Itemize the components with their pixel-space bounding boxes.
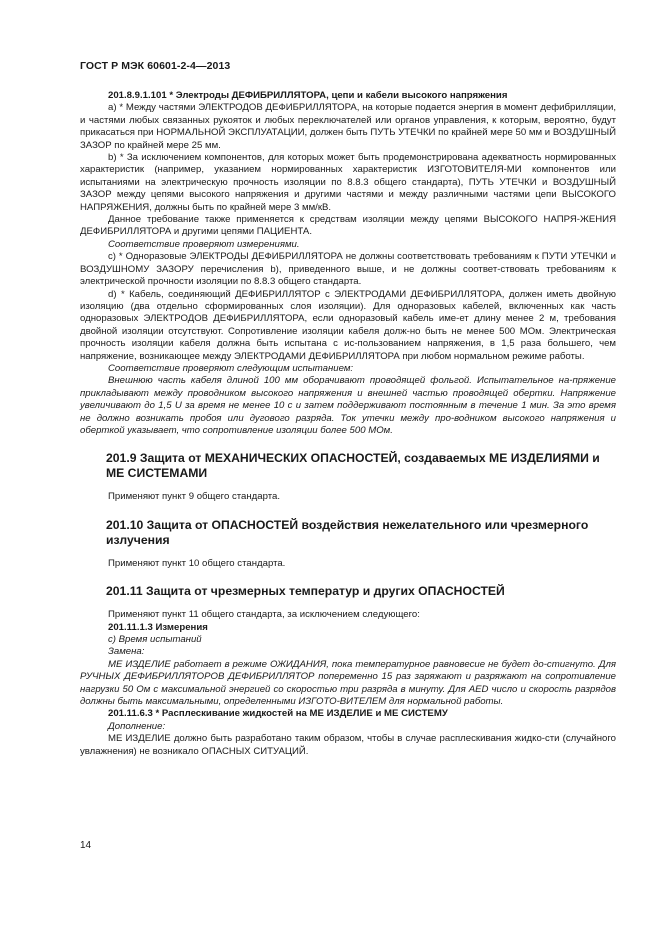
compliance-note-2: Соответствие проверяют следующим испытанием:	[108, 362, 354, 374]
paragraph-b: b) * За исключением компонентов, для которых может быть продемонстрирована адекватность нормированных характеристик (например, указанием нормированных характеристик ИЗГОТОВИТЕЛЯ-МИ компонентов или испытаниями на электрическую прочность изоляции по 8.8.3 общего стандарта), ПУТЬ УТЕЧКИ и ВОЗДУШНЫЙ ЗАЗОР между цепями высокого напряжения и другими частями и между различными частями цепи ВЫСОКОГО НАПРЯЖЕНИЯ, должны быть по крайней мере 3 мм/кВ.	[80, 152, 616, 213]
subsection-title-8-9-1-101: 201.8.9.1.101 * Электроды ДЕФИБРИЛЛЯТОРА, цепи и кабели высокого напряжения	[108, 90, 508, 101]
test-procedure: Внешнюю часть кабеля длиной 100 мм оборачивают проводящей фольгой. Испытательное на-пряжение прикладывают между проводником высокого напряжения и внешней частью проводящей обертки. Напряжение увеличивают до 1,5 U за время не менее 10 с и затем поддерживают постоянным в течение 1 мин. За это время не должно возникать пробоя или дугового разряда. Ток утечки между про-водником высокого напряжения и оберткой указывает, что сопротивление изоляции более 500 МОм.	[80, 375, 616, 436]
addition-label: Дополнение:	[108, 720, 166, 732]
subsection-title-11-1-3: 201.11.1.3 Измерения	[108, 621, 208, 633]
compliance-note-1: Соответствие проверяют измерениями.	[108, 238, 300, 250]
addition-text: МЕ ИЗДЕЛИЕ должно быть разработано таким образом, чтобы в случае расплескивания жидко-сти (случайного увлажнения) не возникало ОПАСНЫХ СИТУАЦИЙ.	[80, 733, 616, 757]
section-201-11-text: Применяют пункт 11 общего стандарта, за исключением следующего:	[108, 609, 420, 621]
section-201-10-text: Применяют пункт 10 общего стандарта.	[108, 557, 286, 569]
replacement-label: Замена:	[108, 646, 145, 658]
paragraph-b-continued: Данное требование также применяется к средствам изоляции между цепями ВЫСОКОГО НАПРЯ-ЖЕНИЯ ДЕФИБРИЛЛЯТОРА и другими цепями ПАЦИЕНТА.	[80, 214, 616, 238]
section-heading-201-9: 201.9 Защита от МЕХАНИЧЕСКИХ ОПАСНОСТЕЙ, создаваемых МЕ ИЗДЕЛИЯМИ и МЕ СИСТЕМАМИ	[106, 451, 600, 481]
section-201-9-text: Применяют пункт 9 общего стандарта.	[108, 491, 281, 503]
document-header: ГОСТ Р МЭК 60601-2-4—2013	[80, 60, 231, 72]
paragraph-c: c) * Одноразовые ЭЛЕКТРОДЫ ДЕФИБРИЛЛЯТОРА не должны соответствовать требованиям к ПУТИ УТЕЧКИ и ВОЗДУШНОМУ ЗАЗОРУ перечисления b), приведенного выше, и не должны соответ-ствовать требованиям к электрической прочности изоляции по 8.8.3 общего стандарта.	[80, 251, 616, 288]
page-number: 14	[80, 840, 92, 851]
replacement-text: МЕ ИЗДЕЛИЕ работает в режиме ОЖИДАНИЯ, пока температурное равновесие не будет до-стигнуто. Для РУЧНЫХ ДЕФИБРИЛЛЯТОРОВ ДЕФИБРИЛЛЯТОР попеременно 15 раз заряжают и разряжают на сопротивление нагрузки 50 Ом с максимальной энергией со скоростью три разряда в минуту. Для AED число и скорость разрядов должны быть максимальными, определенными ИЗГОТО-ВИТЕЛЕМ для нормальной работы.	[80, 658, 616, 708]
section-heading-201-11: 201.11 Защита от чрезмерных температур и других ОПАСНОСТЕЙ	[106, 584, 505, 599]
paragraph-d: d) * Кабель, соединяющий ДЕФИБРИЛЛЯТОР с ЭЛЕКТРОДАМИ ДЕФИБРИЛЛЯТОРА, должен иметь двойную изоляцию (два отдельно сформированных слоя изоляции). Для одноразовых кабелей, включенных как часть одноразовых ЭЛЕКТРОДОВ ДЕФИБРИЛЛЯТОРА, если одноразовый кабель име-ет длину менее 2 м, требования двойной изоляции отсутствуют. Сопротивление изоляции кабеля долж-но быть не менее 500 МОм. Электрическая прочность изоляции кабеля должна быть испытана с ис-пользованием напряжения, в 1,5 раза большего, чем напряжение, возникающее между ЭЛЕКТРОДАМИ ДЕФИБРИЛЛЯТОРА при любом нормальном режиме работы.	[80, 288, 616, 362]
subsection-title-11-6-3: 201.11.6.3 * Расплескивание жидкостей на МЕ ИЗДЕЛИЕ и МЕ СИСТЕМУ	[108, 708, 448, 720]
paragraph-a: a) * Между частями ЭЛЕКТРОДОВ ДЕФИБРИЛЛЯТОРА, на которые подается энергия в момент дефибрилляции, и частями любых связанных рукояток и любых переключателей или органов управления, к которым, вероятно, будут прикасаться при НОРМАЛЬНОЙ ЭКСПЛУАТАЦИИ, должен быть ПУТЬ УТЕЧКИ по крайней мере 50 мм и ВОЗДУШНЫЙ ЗАЗОР по крайней мере 25 мм.	[80, 102, 616, 151]
page-body	[80, 90, 616, 758]
item-test-time: с) Время испытаний	[108, 634, 202, 645]
section-heading-201-10: 201.10 Защита от ОПАСНОСТЕЙ воздействия нежелательного или чрезмерного излучения	[106, 517, 589, 547]
